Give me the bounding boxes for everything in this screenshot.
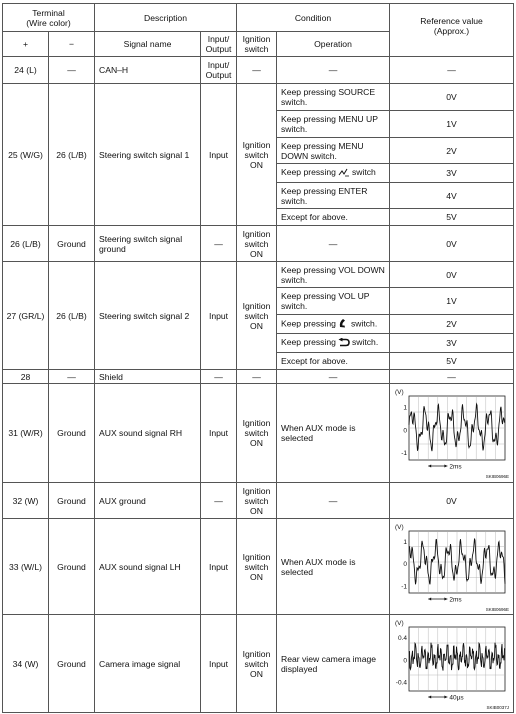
signal-cell: Camera image signal xyxy=(95,615,201,713)
description-header: Description xyxy=(95,4,237,32)
operation-text: Keep pressing xyxy=(281,337,336,348)
io-cell: Input xyxy=(201,84,237,226)
wave-tick-label: 1 xyxy=(402,538,407,546)
io-cell: Input xyxy=(201,519,237,615)
operation-cell: Keep pressing MENU UP switch. xyxy=(277,111,390,138)
value-cell: 1V xyxy=(390,288,514,315)
value-cell: 4V xyxy=(390,183,514,209)
ignition-cell: Ignition switch ON xyxy=(237,519,277,615)
io-cell: — xyxy=(201,370,237,384)
ignition-cell: Ignition switch ON xyxy=(237,615,277,713)
operation-cell: Keep pressing VOL DOWN switch. xyxy=(277,262,390,288)
minus-cell: 26 (L/B) xyxy=(49,84,95,226)
operation-cell: Except for above. xyxy=(277,209,390,226)
signal-name-header: Signal name xyxy=(95,32,201,57)
table-row xyxy=(3,84,514,111)
signal-cell: AUX ground xyxy=(95,483,201,519)
wave-tick-label: 1 xyxy=(402,404,407,412)
operation-cell: Except for above. xyxy=(277,353,390,370)
reference-header: Reference value (Approx.) xyxy=(390,4,514,57)
ignition-cell: Ignition switch ON xyxy=(237,384,277,483)
operation-cell: Keep pressing SOURCE switch. xyxy=(277,84,390,111)
wave-unit-label: (V) xyxy=(394,523,404,531)
terminal-header: Terminal (Wire color) xyxy=(3,4,95,32)
operation-cell xyxy=(277,334,390,353)
signal-cell: CAN–H xyxy=(95,57,201,84)
value-cell: 2V xyxy=(390,315,514,334)
ignition-cell: Ignition switch ON xyxy=(237,226,277,262)
value-cell: — xyxy=(390,57,514,84)
plus-cell: 31 (W/R) xyxy=(3,384,49,483)
operation-text: switch. xyxy=(350,318,378,329)
io-cell: Input xyxy=(201,384,237,483)
value-cell: 5V xyxy=(390,353,514,370)
minus-cell: Ground xyxy=(49,615,95,713)
voice-switch-icon xyxy=(338,168,350,179)
table-row xyxy=(3,519,514,615)
plus-header: + xyxy=(3,32,49,57)
wave-time-label: 40µs xyxy=(448,694,464,701)
wave-tick-label: 0 xyxy=(402,560,407,568)
ignition-cell: — xyxy=(237,370,277,384)
value-cell: 0V xyxy=(390,84,514,111)
operation-cell: Keep pressing MENU DOWN switch. xyxy=(277,138,390,164)
operation-text: switch xyxy=(351,167,376,178)
operation-cell: — xyxy=(277,370,390,384)
value-cell: 3V xyxy=(390,164,514,183)
operation-text: Keep pressing xyxy=(281,318,336,329)
operation-cell: — xyxy=(277,226,390,262)
ignition-cell: Ignition switch ON xyxy=(237,483,277,519)
table-row xyxy=(3,615,514,713)
signal-cell: Shield xyxy=(95,370,201,384)
signal-cell: Steering switch signal ground xyxy=(95,226,201,262)
plus-cell: 28 xyxy=(3,370,49,384)
io-cell: — xyxy=(201,226,237,262)
operation-header: Operation xyxy=(277,32,390,57)
waveform-cell xyxy=(390,384,514,483)
waveform-cell xyxy=(390,519,514,615)
wave-unit-label: (V) xyxy=(394,619,404,627)
table-row xyxy=(3,483,514,519)
minus-cell: Ground xyxy=(49,226,95,262)
table-row xyxy=(3,226,514,262)
signal-cell: Steering switch signal 1 xyxy=(95,84,201,226)
plus-cell: 33 (W/L) xyxy=(3,519,49,615)
waveform-rh xyxy=(393,386,511,480)
operation-text: switch. xyxy=(351,337,379,348)
operation-cell: Keep pressing VOL UP switch. xyxy=(277,288,390,315)
ignition-cell: Ignition switch ON xyxy=(237,262,277,370)
waveform-lh xyxy=(393,521,511,613)
io-cell: — xyxy=(201,483,237,519)
io-cell: Input/ Output xyxy=(201,57,237,84)
back-arrow-icon xyxy=(338,338,350,349)
table-header-row xyxy=(3,4,514,32)
operation-cell: — xyxy=(277,483,390,519)
figure-code: SKIB0696E xyxy=(485,474,509,479)
operation-cell: When AUX mode is selected xyxy=(277,519,390,615)
value-cell: 1V xyxy=(390,111,514,138)
value-cell: 3V xyxy=(390,334,514,353)
table-row xyxy=(3,384,514,483)
operation-text: Keep pressing xyxy=(281,167,336,178)
plus-cell: 24 (L) xyxy=(3,57,49,84)
minus-cell: — xyxy=(49,57,95,84)
condition-header: Condition xyxy=(237,4,390,32)
minus-cell: Ground xyxy=(49,483,95,519)
terminal-reference-table xyxy=(2,3,514,713)
value-cell: 2V xyxy=(390,138,514,164)
minus-cell: — xyxy=(49,370,95,384)
wave-tick-label: 0.4 xyxy=(397,634,407,642)
table-row xyxy=(3,262,514,288)
io-cell: Input xyxy=(201,262,237,370)
operation-cell: — xyxy=(277,57,390,84)
wave-tick-label: 0 xyxy=(402,427,407,435)
wave-time-label: 2ms xyxy=(448,596,462,603)
minus-cell: Ground xyxy=(49,519,95,615)
table-row xyxy=(3,370,514,384)
minus-cell: 26 (L/B) xyxy=(49,262,95,370)
wave-unit-label: (V) xyxy=(394,389,404,396)
wave-tick-label: -1 xyxy=(400,450,407,458)
wave-tick-label: -0.4 xyxy=(395,679,407,687)
operation-cell xyxy=(277,164,390,183)
figure-code: SKIB0037J xyxy=(485,704,509,710)
phone-send-icon xyxy=(338,318,349,330)
minus-cell: Ground xyxy=(49,384,95,483)
signal-cell: AUX sound signal RH xyxy=(95,384,201,483)
value-cell: 0V xyxy=(390,483,514,519)
value-cell: 0V xyxy=(390,226,514,262)
io-cell: Input xyxy=(201,615,237,713)
waveform-cell xyxy=(390,615,514,713)
signal-cell: AUX sound signal LH xyxy=(95,519,201,615)
ignition-cell: — xyxy=(237,57,277,84)
plus-cell: 27 (GR/L) xyxy=(3,262,49,370)
table-row xyxy=(3,57,514,84)
plus-cell: 34 (W) xyxy=(3,615,49,713)
value-cell: — xyxy=(390,370,514,384)
plus-cell: 26 (L/B) xyxy=(3,226,49,262)
value-cell: 5V xyxy=(390,209,514,226)
ignition-cell: Ignition switch ON xyxy=(237,84,277,226)
ignition-header: Ignition switch xyxy=(237,32,277,57)
plus-cell: 25 (W/G) xyxy=(3,84,49,226)
figure-code: SKIB0696E xyxy=(485,606,509,612)
signal-cell: Steering switch signal 2 xyxy=(95,262,201,370)
minus-header: − xyxy=(49,32,95,57)
value-cell: 0V xyxy=(390,262,514,288)
wave-tick-label: -1 xyxy=(400,582,407,590)
waveform-camera xyxy=(393,617,511,711)
wave-tick-label: 0 xyxy=(402,656,407,664)
operation-cell: When AUX mode is selected xyxy=(277,384,390,483)
wave-time-label: 2ms xyxy=(448,463,462,471)
operation-cell xyxy=(277,315,390,334)
operation-cell: Rear view camera image displayed xyxy=(277,615,390,713)
operation-cell: Keep pressing ENTER switch. xyxy=(277,183,390,209)
io-header: Input/ Output xyxy=(201,32,237,57)
plus-cell: 32 (W) xyxy=(3,483,49,519)
